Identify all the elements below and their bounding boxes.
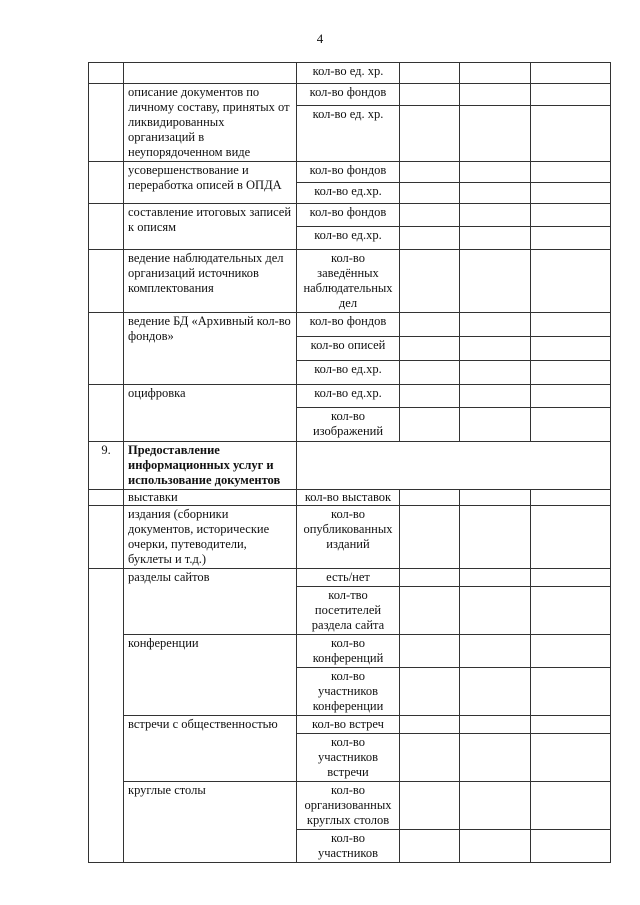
value-cell [460,569,531,587]
table-row [89,313,611,337]
value-cell [460,84,531,106]
value-cell [531,385,611,408]
value-cell [400,782,460,830]
value-cell [460,587,531,635]
activity-cell: круглые столы [124,782,297,863]
table-row [89,490,611,506]
unit-cell: кол-во опубликованных изданий [297,506,400,569]
value-cell [460,635,531,668]
value-cell [460,313,531,337]
unit-cell: кол-во участников [297,830,400,863]
table-row [89,84,611,106]
row-number: 9. [89,442,124,490]
section-blank-cell [297,442,611,490]
unit-cell: кол-во ед.хр. [297,227,400,250]
activity-cell: оцифровка [124,385,297,442]
value-cell [460,337,531,361]
value-cell [531,587,611,635]
value-cell [460,63,531,84]
value-cell [531,782,611,830]
value-cell [531,63,611,84]
activity-cell: составление итоговых записей к описям [124,204,297,250]
table-row [89,442,611,490]
unit-cell: кол-во ед.хр. [297,385,400,408]
value-cell [400,183,460,204]
value-cell [460,162,531,183]
value-cell [400,668,460,716]
table-row [89,569,611,587]
unit-cell: кол-во заведённых наблюдательных дел [297,250,400,313]
value-cell [531,716,611,734]
value-cell [531,506,611,569]
table-row [89,782,611,830]
value-cell [531,830,611,863]
unit-cell: кол-во выставок [297,490,400,506]
value-cell [531,337,611,361]
row-number [89,84,124,162]
table-row [89,204,611,227]
value-cell [400,313,460,337]
unit-cell: кол-во описей [297,337,400,361]
value-cell [400,227,460,250]
value-cell [531,734,611,782]
value-cell [460,782,531,830]
row-number [89,313,124,385]
row-number [89,569,124,863]
activity-cell: усовершенствование и переработка описей в ОПДА [124,162,297,204]
table-row [89,250,611,313]
unit-cell: кол-во участников конференции [297,668,400,716]
unit-cell: кол-во изображений [297,408,400,442]
value-cell [400,830,460,863]
value-cell [460,668,531,716]
section-title: Предоставление информационных услуг и использование документов [124,442,297,490]
unit-cell: кол-во фондов [297,313,400,337]
value-cell [400,162,460,183]
value-cell [400,84,460,106]
value-cell [531,361,611,385]
table-row [89,162,611,183]
value-cell [531,162,611,183]
value-cell [531,183,611,204]
value-cell [460,385,531,408]
row-number [89,490,124,506]
value-cell [531,490,611,506]
report-table [88,62,611,863]
value-cell [460,204,531,227]
value-cell [531,227,611,250]
row-number [89,204,124,250]
activity-cell: ведение наблюдательных дел организаций источников комплектования [124,250,297,313]
value-cell [531,635,611,668]
table-row [89,385,611,408]
activity-cell: издания (сборники документов, исторические очерки, путеводители, буклеты и т.д.) [124,506,297,569]
value-cell [531,569,611,587]
table-row [89,716,611,734]
row-number [89,162,124,204]
value-cell [400,587,460,635]
value-cell [400,337,460,361]
unit-cell: кол-во фондов [297,84,400,106]
value-cell [531,668,611,716]
value-cell [531,313,611,337]
value-cell [460,361,531,385]
value-cell [400,408,460,442]
value-cell [400,490,460,506]
value-cell [400,734,460,782]
value-cell [531,84,611,106]
row-number [89,385,124,442]
unit-cell: кол-во встреч [297,716,400,734]
activity-cell: описание документов по личному составу, принятых от ликвидированных организаций в неупорядоченном виде [124,84,297,162]
row-number [89,250,124,313]
activity-cell: ведение БД «Архивный кол-во фондов» [124,313,297,385]
unit-cell: есть/нет [297,569,400,587]
value-cell [460,506,531,569]
unit-cell: кол-во ед. хр. [297,106,400,162]
value-cell [460,408,531,442]
value-cell [400,361,460,385]
row-number [89,506,124,569]
unit-cell: кол-во участников встречи [297,734,400,782]
value-cell [531,408,611,442]
value-cell [400,204,460,227]
value-cell [400,63,460,84]
value-cell [400,569,460,587]
unit-cell: кол-во фондов [297,204,400,227]
value-cell [460,716,531,734]
value-cell [460,490,531,506]
unit-cell: кол-во фондов [297,162,400,183]
unit-cell: кол-во ед.хр. [297,183,400,204]
value-cell [400,635,460,668]
value-cell [400,716,460,734]
page-number: 4 [316,31,324,46]
activity-cell: встречи с общественностью [124,716,297,782]
value-cell [460,106,531,162]
value-cell [400,385,460,408]
activity-cell: разделы сайтов [124,569,297,635]
row-number [89,63,124,84]
activity-cell: выставки [124,490,297,506]
value-cell [400,506,460,569]
activity-cell: конференции [124,635,297,716]
value-cell [531,250,611,313]
table-row [89,635,611,668]
unit-cell: кол-тво посетителей раздела сайта [297,587,400,635]
value-cell [460,183,531,204]
table-row [89,506,611,569]
value-cell [460,830,531,863]
unit-cell: кол-во ед.хр. [297,361,400,385]
value-cell [400,250,460,313]
value-cell [531,204,611,227]
table-row [89,63,611,84]
unit-cell: кол-во организованных круглых столов [297,782,400,830]
value-cell [400,106,460,162]
unit-cell: кол-во ед. хр. [297,63,400,84]
value-cell [531,106,611,162]
value-cell [460,227,531,250]
unit-cell: кол-во конференций [297,635,400,668]
activity-cell [124,63,297,84]
value-cell [460,250,531,313]
value-cell [460,734,531,782]
